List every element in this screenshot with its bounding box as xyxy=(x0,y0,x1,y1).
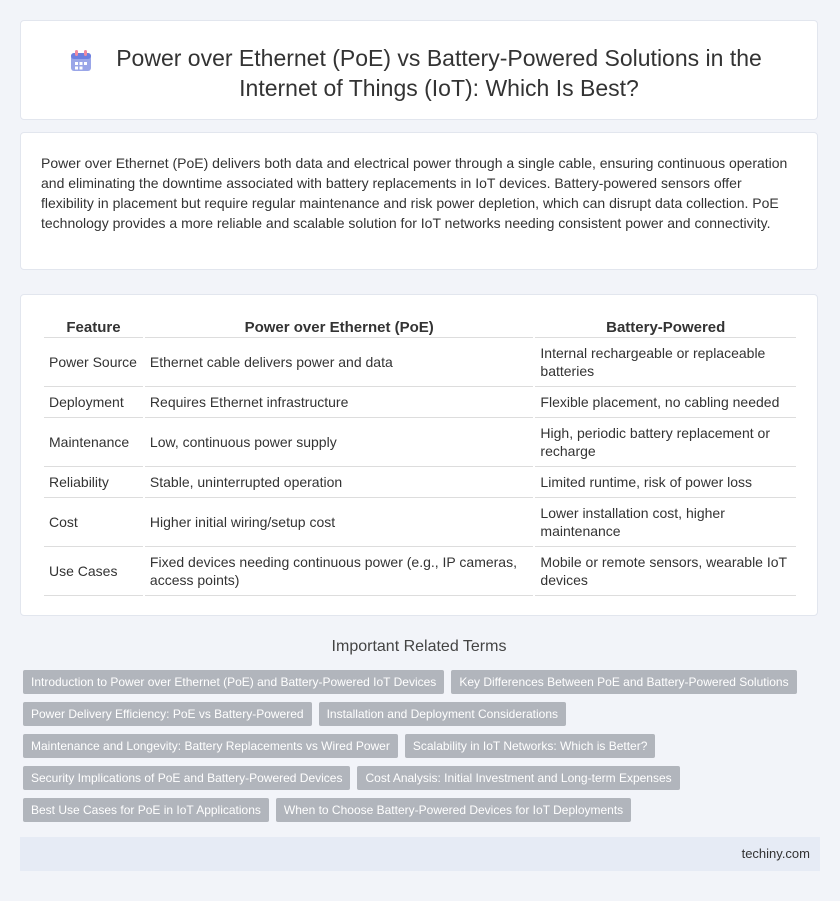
title-card xyxy=(20,20,818,120)
comparison-table xyxy=(42,313,798,596)
table-cell: High, periodic battery replacement or recharge xyxy=(535,418,796,467)
table-cell: Lower installation cost, higher maintenance xyxy=(535,498,796,547)
table-cell: Higher initial wiring/setup cost xyxy=(145,498,534,547)
intro-card xyxy=(20,132,818,270)
table-header-row xyxy=(44,313,796,338)
table-row xyxy=(44,338,796,387)
related-term-tag[interactable]: Best Use Cases for PoE in IoT Applications xyxy=(23,798,269,822)
table-cell: Reliability xyxy=(44,467,143,498)
table-cell: Cost xyxy=(44,498,143,547)
table-row xyxy=(44,467,796,498)
table-cell: Power Source xyxy=(44,338,143,387)
related-term-tag[interactable]: Maintenance and Longevity: Battery Replacements vs Wired Power xyxy=(23,734,398,758)
related-term-tag[interactable]: When to Choose Battery-Powered Devices for IoT Deployments xyxy=(276,798,631,822)
table-cell: Requires Ethernet infrastructure xyxy=(145,387,534,418)
related-terms-title: Important Related Terms xyxy=(331,638,507,655)
column-header: Power over Ethernet (PoE) xyxy=(145,313,534,338)
table-cell: Fixed devices needing continuous power (e.g., IP cameras, access points) xyxy=(145,547,534,596)
table-cell: Internal rechargeable or replaceable batteries xyxy=(535,338,796,387)
related-term-tag[interactable]: Installation and Deployment Considerations xyxy=(319,702,566,726)
related-term-tag[interactable]: Key Differences Between PoE and Battery-Powered Solutions xyxy=(451,670,796,694)
page-title: Power over Ethernet (PoE) vs Battery-Powered Solutions in the Internet of Things (IoT): Which Is Best? xyxy=(116,45,762,101)
table-cell: Use Cases xyxy=(44,547,143,596)
footer xyxy=(20,837,820,871)
table-cell: Ethernet cable delivers power and data xyxy=(145,338,534,387)
related-term-tag[interactable]: Scalability in IoT Networks: Which is Better? xyxy=(405,734,656,758)
table-cell: Flexible placement, no cabling needed xyxy=(535,387,796,418)
comparison-card xyxy=(20,294,818,616)
table-cell: Deployment xyxy=(44,387,143,418)
related-terms-list xyxy=(23,670,819,830)
column-header: Battery-Powered xyxy=(535,313,796,338)
table-cell: Mobile or remote sensors, wearable IoT devices xyxy=(535,547,796,596)
table-cell: Limited runtime, risk of power loss xyxy=(535,467,796,498)
table-row xyxy=(44,418,796,467)
table-row xyxy=(44,547,796,596)
related-term-tag[interactable]: Security Implications of PoE and Battery-Powered Devices xyxy=(23,766,350,790)
related-term-tag[interactable]: Cost Analysis: Initial Investment and Long-term Expenses xyxy=(357,766,679,790)
related-term-tag[interactable]: Introduction to Power over Ethernet (PoE) and Battery-Powered IoT Devices xyxy=(23,670,444,694)
column-header: Feature xyxy=(44,313,143,338)
table-cell: Stable, uninterrupted operation xyxy=(145,467,534,498)
footer-site-link[interactable]: techiny.com xyxy=(741,846,810,861)
table-cell: Low, continuous power supply xyxy=(145,418,534,467)
related-term-tag[interactable]: Power Delivery Efficiency: PoE vs Battery-Powered xyxy=(23,702,312,726)
intro-paragraph: Power over Ethernet (PoE) delivers both data and electrical power through a single cable, ensuring continuous operation and eliminating the downtime associated with battery replacements in IoT devices. Battery-powered sensors offer flexibility in placement but require regular maintenance and risk power depletion, which can disrupt data collection. PoE technology provides a more reliable and scalable solution for IoT networks needing consistent power and connectivity. xyxy=(41,155,788,231)
table-row xyxy=(44,498,796,547)
table-row xyxy=(44,387,796,418)
table-cell: Maintenance xyxy=(44,418,143,467)
